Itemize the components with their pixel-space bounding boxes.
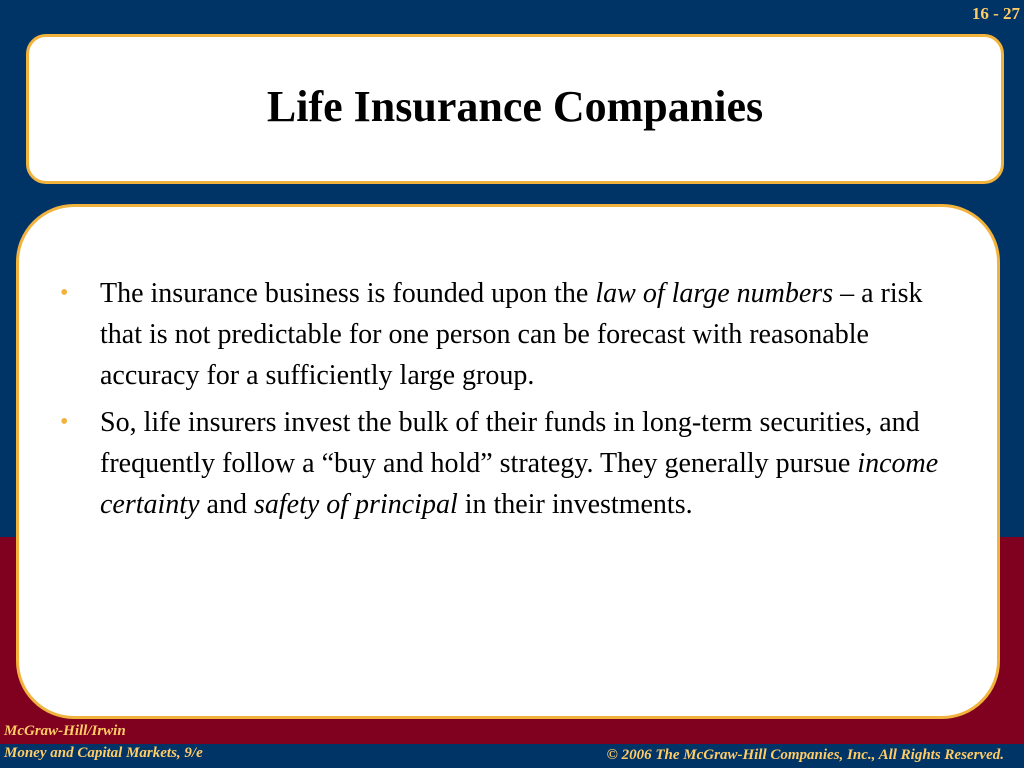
title-panel — [26, 34, 1004, 184]
bullet-text: The insurance business is founded upon the — [100, 278, 596, 309]
bullet-dot-icon: • — [60, 280, 69, 306]
bullet-list — [44, 273, 944, 531]
footer-book: Money and Capital Markets, 9/e — [4, 745, 203, 761]
bullet-emphasis: law of large numbers — [595, 278, 834, 309]
footer-publisher: McGraw-Hill/Irwin — [4, 723, 126, 739]
bullet-emphasis: safety of principal — [253, 489, 458, 520]
bullet-text: So, life insurers invest the bulk of their funds in long-term securities, and frequently follow a “buy and hold” strategy. They generally pursue — [100, 407, 920, 479]
bullet-text: in their investments. — [457, 489, 693, 520]
slide-number: 16 - 27 — [971, 4, 1020, 23]
bullet-emphasis: income certainty — [100, 448, 939, 520]
bullet-item — [44, 402, 944, 525]
bullet-item — [44, 273, 944, 396]
slide-title: Life Insurance Companies — [266, 82, 764, 131]
bullet-text: – a risk that is not predictable for one person can be forecast with reasonable accuracy for a sufficiently large group. — [100, 278, 923, 391]
bullet-text: and — [199, 489, 254, 520]
bullet-dot-icon: • — [60, 409, 69, 435]
footer-copyright: © 2006 The McGraw-Hill Companies, Inc., All Rights Reserved. — [606, 747, 1004, 763]
footer-left — [4, 720, 203, 764]
